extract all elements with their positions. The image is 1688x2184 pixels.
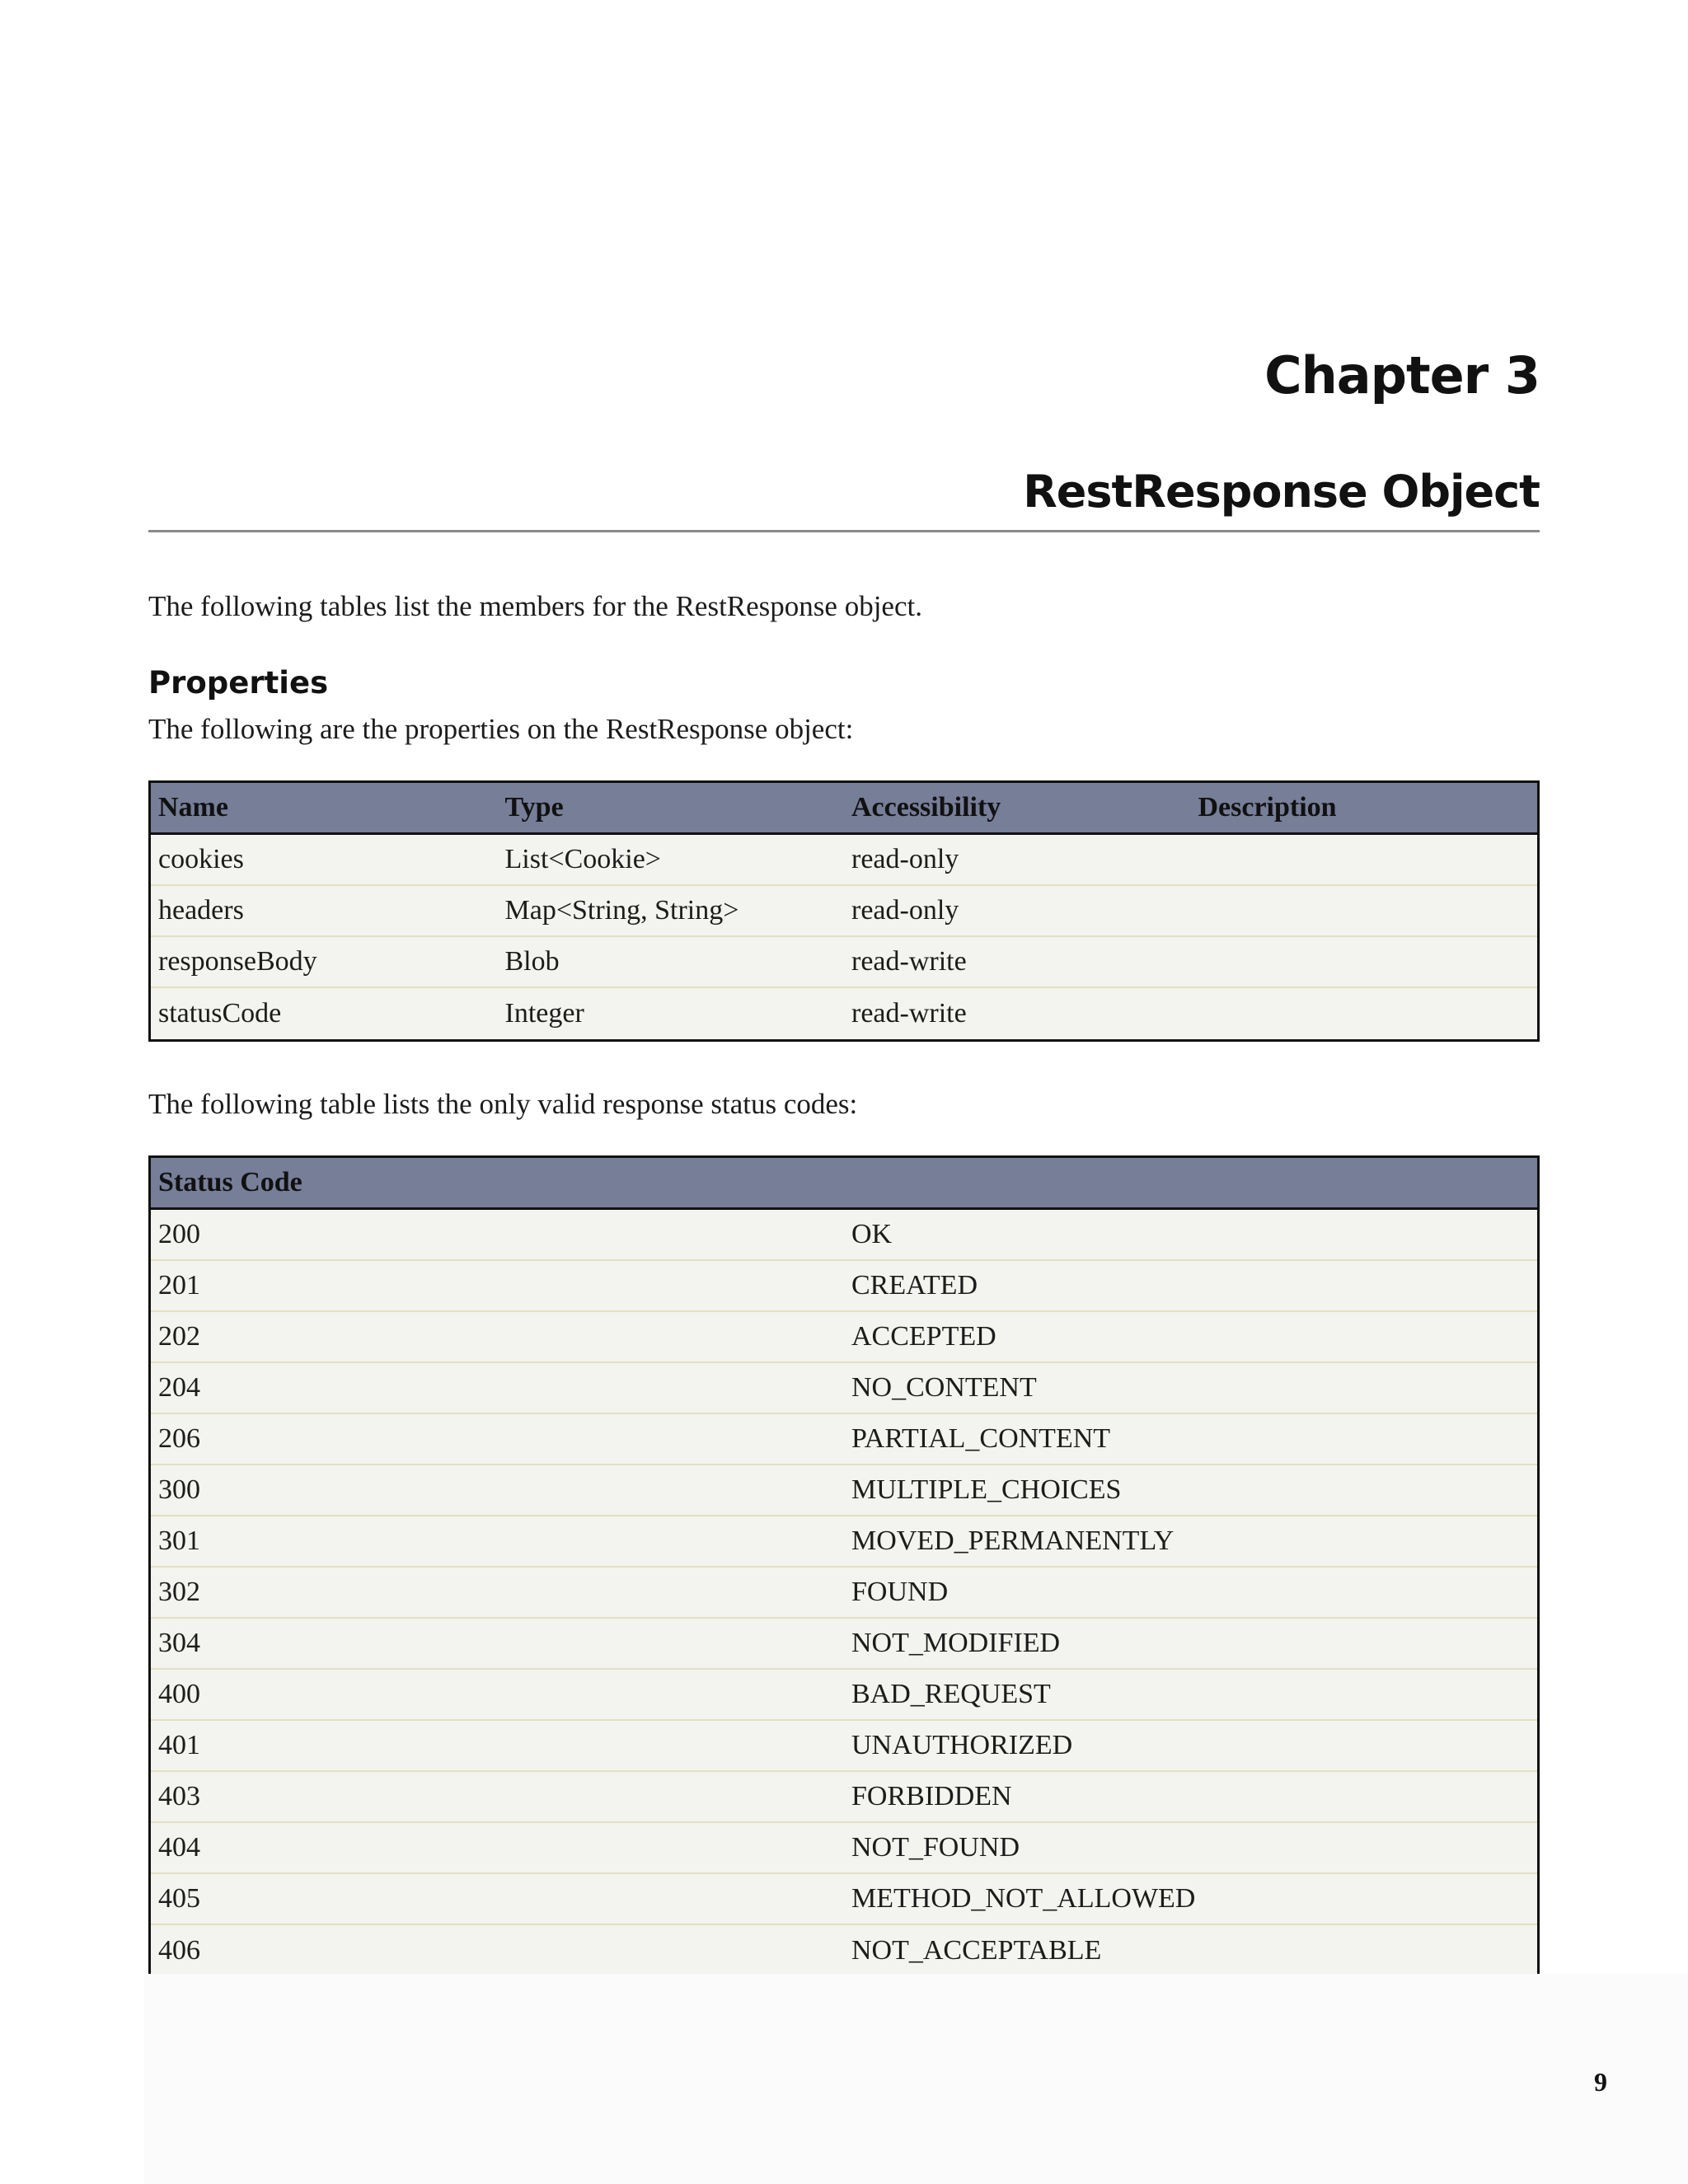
table-row (151, 1414, 1537, 1465)
status-name: UNAUTHORIZED (851, 1730, 1073, 1760)
status-name: NO_CONTENT (851, 1372, 1037, 1403)
status-name: FOUND (851, 1577, 949, 1607)
table-row (151, 886, 1537, 937)
header-cell-description: Description (1198, 792, 1337, 823)
header-cell-type: Type (504, 792, 564, 823)
status-code: 405 (158, 1883, 200, 1914)
status-name: PARTIAL_CONTENT (851, 1423, 1111, 1454)
table-row (151, 1874, 1537, 1925)
properties-table (148, 780, 1540, 1042)
header-cell-status-code: Status Code (158, 1167, 302, 1197)
status-name: METHOD_NOT_ALLOWED (851, 1883, 1196, 1914)
header-cell-accessibility: Accessibility (851, 792, 1001, 823)
table-row (151, 1925, 1537, 1976)
status-code: 304 (158, 1628, 200, 1658)
property-name: cookies (158, 844, 244, 874)
property-type: List<Cookie> (504, 844, 661, 874)
property-name: statusCode (158, 998, 282, 1029)
table-row (151, 835, 1537, 886)
property-type: Blob (504, 946, 560, 977)
status-name: CREATED (851, 1270, 978, 1301)
table-row (151, 1516, 1537, 1568)
page-bottom-area (144, 1974, 1688, 2184)
table-row (151, 1312, 1537, 1363)
status-name: NOT_FOUND (851, 1832, 1020, 1863)
status-code: 202 (158, 1321, 200, 1352)
status-code: 404 (158, 1832, 200, 1863)
table-row (151, 1823, 1537, 1874)
status-code: 302 (158, 1577, 200, 1607)
property-type: Integer (504, 998, 584, 1029)
status-code: 403 (158, 1781, 200, 1811)
chapter-title: RestResponse Object (1023, 466, 1540, 518)
property-name: headers (158, 895, 244, 926)
status-code: 206 (158, 1423, 200, 1454)
property-accessibility: read-write (851, 998, 967, 1029)
status-name: NOT_ACCEPTABLE (851, 1935, 1102, 1966)
status-codes-intro: The following table lists the only valid response status codes: (148, 1088, 858, 1120)
status-code: 300 (158, 1474, 200, 1505)
status-name: BAD_REQUEST (851, 1679, 1051, 1709)
status-table-header (151, 1158, 1537, 1210)
status-code: 400 (158, 1679, 200, 1709)
table-row (151, 1261, 1537, 1312)
status-code: 200 (158, 1219, 200, 1249)
status-code: 406 (158, 1935, 200, 1966)
properties-intro: The following are the properties on the RestResponse object: (148, 713, 854, 745)
status-name: MULTIPLE_CHOICES (851, 1474, 1122, 1505)
property-accessibility: read-only (851, 895, 959, 926)
properties-heading: Properties (148, 665, 329, 701)
table-row (151, 937, 1537, 988)
table-row (151, 1210, 1537, 1261)
status-name: NOT_MODIFIED (851, 1628, 1061, 1658)
table-row (151, 1772, 1537, 1823)
intro-paragraph: The following tables list the members for the RestResponse object. (148, 590, 922, 622)
chapter-label: Chapter 3 (1264, 345, 1540, 405)
table-row (151, 1363, 1537, 1414)
table-row (151, 1568, 1537, 1619)
table-row (151, 1465, 1537, 1516)
status-name: FORBIDDEN (851, 1781, 1012, 1811)
status-code: 301 (158, 1526, 200, 1556)
status-name: OK (851, 1219, 893, 1249)
table-row (151, 1619, 1537, 1670)
property-type: Map<String, String> (504, 895, 739, 926)
status-name: MOVED_PERMANENTLY (851, 1526, 1175, 1556)
property-name: responseBody (158, 946, 317, 977)
status-code: 201 (158, 1270, 200, 1301)
property-accessibility: read-write (851, 946, 967, 977)
status-codes-table (148, 1155, 1540, 1974)
table-row (151, 1670, 1537, 1721)
table-row (151, 988, 1537, 1039)
status-name: ACCEPTED (851, 1321, 996, 1352)
table-row (151, 1721, 1537, 1772)
page-number: 9 (1594, 2067, 1607, 2097)
property-accessibility: read-only (851, 844, 959, 874)
title-rule (148, 530, 1540, 532)
status-code: 401 (158, 1730, 200, 1760)
properties-table-header (151, 783, 1537, 835)
status-code: 204 (158, 1372, 200, 1403)
header-cell-name: Name (158, 792, 228, 823)
